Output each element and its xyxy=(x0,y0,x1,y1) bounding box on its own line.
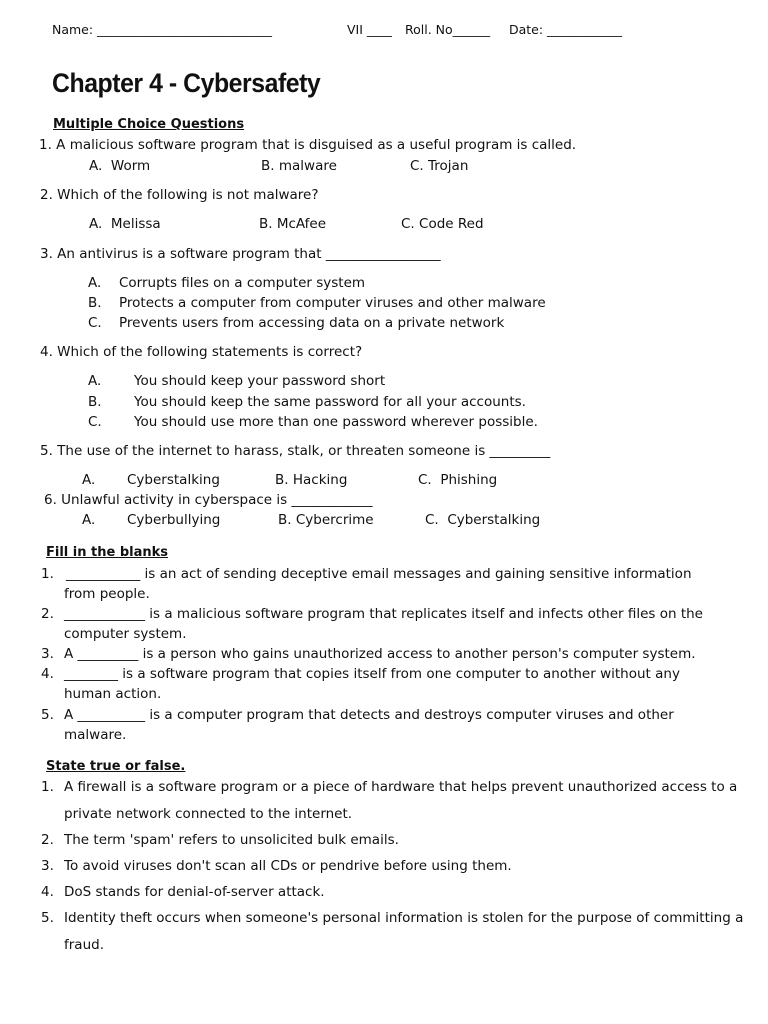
name-field: Name: ____________________________ xyxy=(52,22,273,37)
fill-heading: Fill in the blanks xyxy=(46,545,168,560)
mcq-heading: Multiple Choice Questions xyxy=(53,117,245,132)
question-6: 6. Unlawful activity in cyberspace is ____________ xyxy=(44,492,373,508)
q4-option-a-text: You should keep your password short xyxy=(134,373,386,389)
tf-item-2-number: 2. xyxy=(41,832,54,848)
q2-option-a: A. Melissa xyxy=(89,216,161,232)
fill-item-4-line-1: ________ is a software program that copies itself from one computer to another without any xyxy=(64,666,680,682)
fill-item-4-line-2: human action. xyxy=(64,686,162,702)
tf-item-3-number: 3. xyxy=(41,858,54,874)
fill-item-3-number: 3. xyxy=(41,646,54,662)
tf-item-1-number: 1. xyxy=(41,779,54,795)
question-2: 2. Which of the following is not malware? xyxy=(40,187,319,203)
q3-option-b-text: Protects a computer from computer viruses and other malware xyxy=(119,295,546,311)
q1-option-c: C. Trojan xyxy=(410,158,469,174)
fill-item-1-line-1: ___________ is an act of sending deceptive email messages and gaining sensitive information xyxy=(66,566,692,582)
q4-option-a-letter: A. xyxy=(88,373,102,389)
q1-option-a: A. Worm xyxy=(89,158,151,174)
question-3: 3. An antivirus is a software program that _________________ xyxy=(40,246,441,262)
q5-option-c: C. Phishing xyxy=(418,472,498,488)
tf-heading: State true or false. xyxy=(46,759,186,774)
date-field: Date: ____________ xyxy=(509,22,623,37)
fill-item-2-line-2: computer system. xyxy=(64,626,187,642)
tf-item-1-line-2: private network connected to the internet. xyxy=(64,806,353,822)
q3-option-a-letter: A. xyxy=(88,275,102,291)
q5-option-a-text: Cyberstalking xyxy=(127,472,220,488)
q2-option-c: C. Code Red xyxy=(401,216,484,232)
q5-option-a-letter: A. xyxy=(82,472,96,488)
q3-option-c-letter: C. xyxy=(88,315,102,331)
q6-option-a-text: Cyberbullying xyxy=(127,512,221,528)
fill-item-5-line-2: malware. xyxy=(64,727,127,743)
tf-item-4-line-1: DoS stands for denial-of-server attack. xyxy=(64,884,325,900)
tf-item-5-line-1: Identity theft occurs when someone's personal information is stolen for the purpose of committing a xyxy=(64,910,744,926)
fill-item-5-line-1: A __________ is a computer program that detects and destroys computer viruses and other xyxy=(64,707,674,723)
question-5: 5. The use of the internet to harass, stalk, or threaten someone is _________ xyxy=(40,443,551,459)
q3-option-b-letter: B. xyxy=(88,295,102,311)
q5-option-b: B. Hacking xyxy=(275,472,348,488)
q6-option-a-letter: A. xyxy=(82,512,96,528)
question-1: 1. A malicious software program that is disguised as a useful program is called. xyxy=(39,137,577,153)
fill-item-2-number: 2. xyxy=(41,606,54,622)
q6-option-b: B. Cybercrime xyxy=(278,512,374,528)
fill-item-1-number: 1. xyxy=(41,566,54,582)
tf-item-4-number: 4. xyxy=(41,884,54,900)
q4-option-c-letter: C. xyxy=(88,414,102,430)
tf-item-5-number: 5. xyxy=(41,910,54,926)
q4-option-c-text: You should use more than one password wherever possible. xyxy=(134,414,538,430)
q1-option-b: B. malware xyxy=(261,158,337,174)
fill-item-4-number: 4. xyxy=(41,666,54,682)
roll-field: Roll. No______ xyxy=(405,22,491,37)
tf-item-1-line-1: A firewall is a software program or a piece of hardware that helps prevent unauthorized access to a xyxy=(64,779,738,795)
page-title: Chapter 4 - Cybersafety xyxy=(52,68,321,98)
q3-option-a-text: Corrupts files on a computer system xyxy=(119,275,366,291)
question-4: 4. Which of the following statements is correct? xyxy=(40,344,363,360)
fill-item-1-line-2: from people. xyxy=(64,586,150,602)
class-field: VII ____ xyxy=(347,22,392,37)
tf-item-2-line-1: The term 'spam' refers to unsolicited bulk emails. xyxy=(64,832,399,848)
q6-option-c: C. Cyberstalking xyxy=(425,512,541,528)
tf-item-5-line-2: fraud. xyxy=(64,937,104,953)
fill-item-2-line-1: ____________ is a malicious software program that replicates itself and infects other files on the xyxy=(64,606,703,622)
fill-item-5-number: 5. xyxy=(41,707,54,723)
q2-option-b: B. McAfee xyxy=(259,216,327,232)
tf-item-3-line-1: To avoid viruses don't scan all CDs or pendrive before using them. xyxy=(64,858,512,874)
q3-option-c-text: Prevents users from accessing data on a private network xyxy=(119,315,505,331)
fill-item-3-line-1: A _________ is a person who gains unauthorized access to another person's computer system. xyxy=(64,646,696,662)
q4-option-b-letter: B. xyxy=(88,394,102,410)
q4-option-b-text: You should keep the same password for all your accounts. xyxy=(134,394,526,410)
